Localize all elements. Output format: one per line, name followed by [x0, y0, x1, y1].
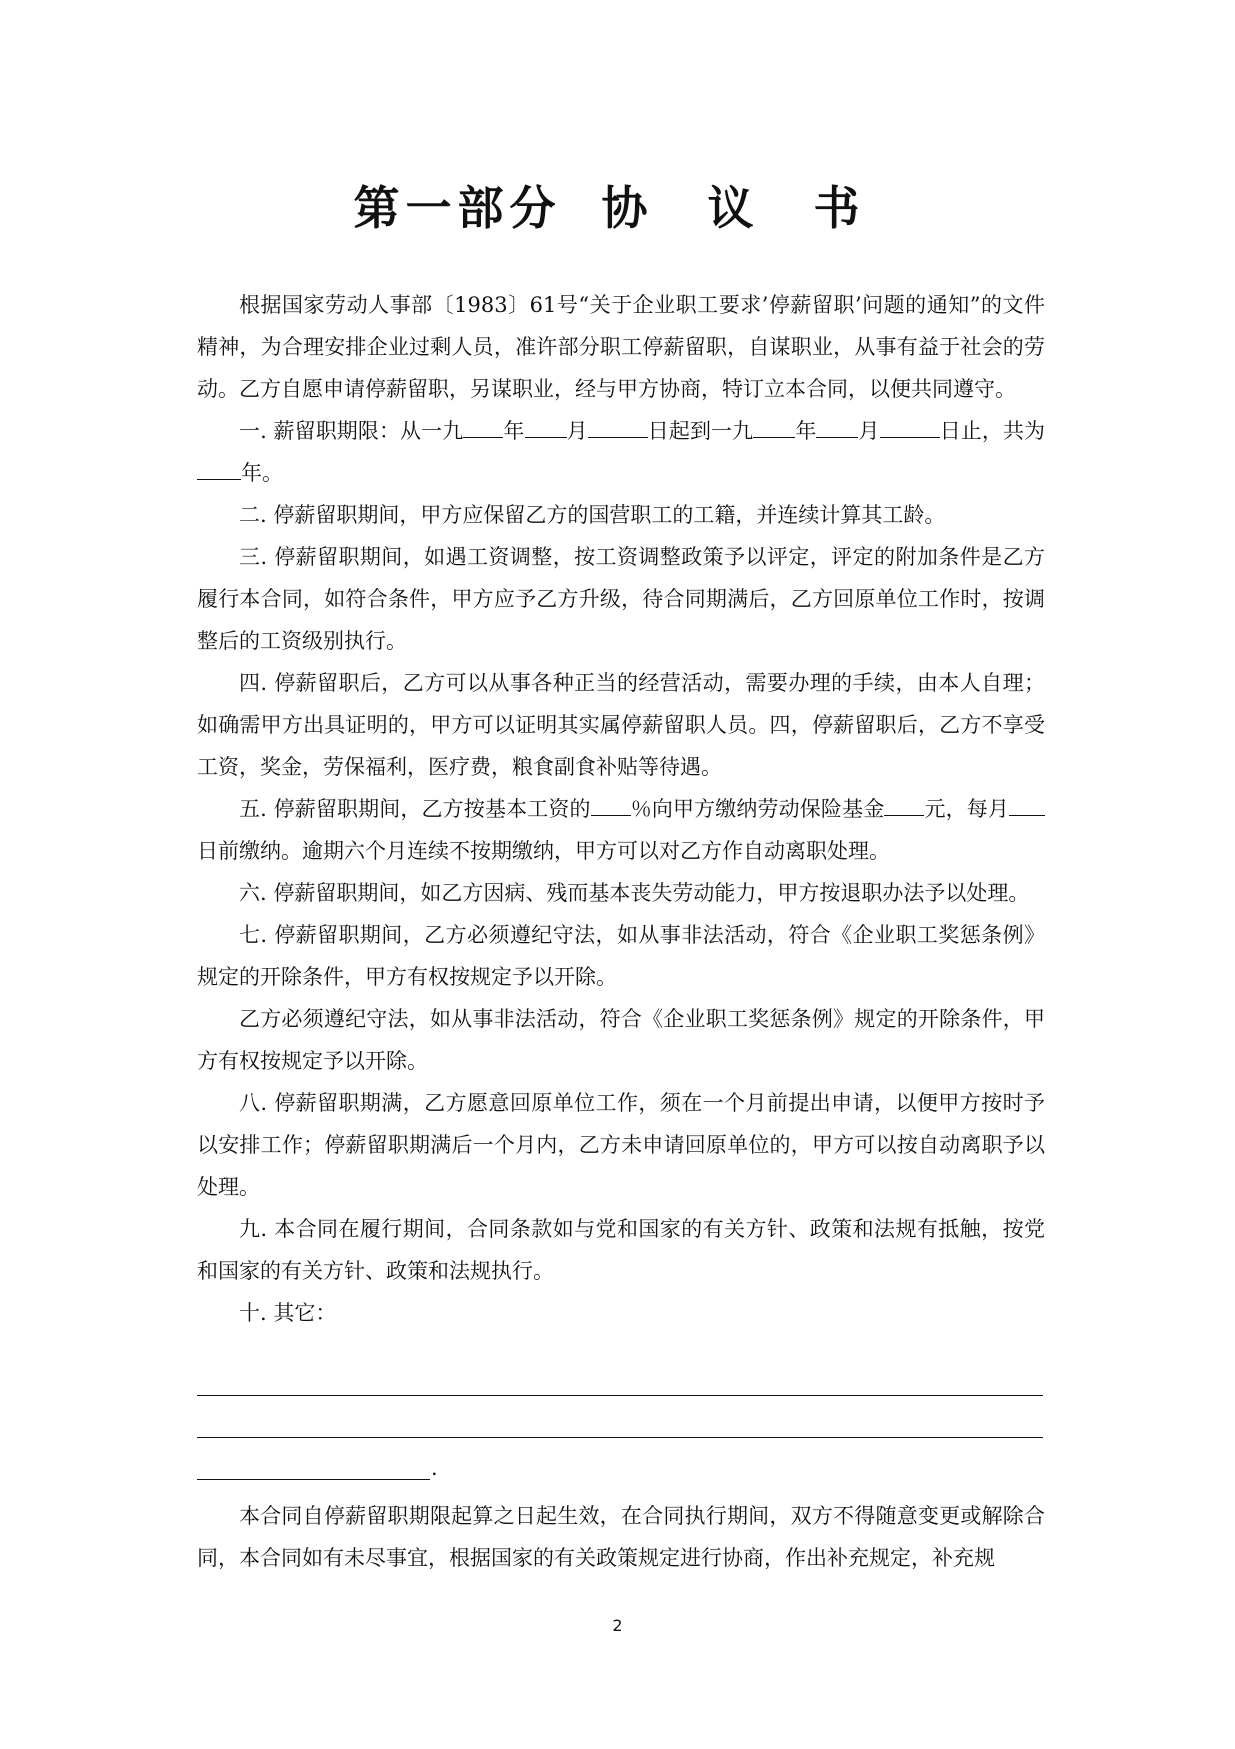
clause-8: 八. 停薪留职期满，乙方愿意回原单位工作，须在一个月前提出申请，以便甲方按时予以安排工作；停薪留职期满后一个月内，乙方未申请回原单位的，甲方可以按自动离职予以处理。: [197, 1091, 1045, 1199]
clause-9: 九. 本合同在履行期间，合同条款如与党和国家的有关方针、政策和法规有抵触，按党和国家的有关方针、政策和法规执行。: [197, 1217, 1045, 1283]
clause-3: 三. 停薪留职期间，如遇工资调整，按工资调整政策予以评定，评定的附加条件是乙方履行本合同，如符合条件，甲方应予乙方升级，待合同期满后，乙方回原单位工作时，按调整后的工资级别执行。: [197, 545, 1045, 653]
blank-end-year[interactable]: [753, 415, 795, 438]
page-number: 2: [612, 1616, 623, 1635]
intro-paragraph: 根据国家劳动人事部〔1983〕61号“关于企业职工要求’停薪留职’问题的通知”的文件精神，为合理安排企业过剩人员，准许部分职工停薪留职，自谋职业，从事有益于社会的劳动。乙方自愿申请停薪留职，另谋职业，经与甲方协商，特订立本合同，以便共同遵守。: [197, 293, 1045, 401]
blank-amount[interactable]: [884, 793, 924, 816]
clause-10: 十. 其它：: [239, 1301, 337, 1325]
other-line-2[interactable]: [197, 1437, 1043, 1438]
other-line-1[interactable]: [197, 1395, 1043, 1396]
other-line-period: .: [431, 1456, 438, 1480]
blank-start-day[interactable]: [588, 415, 648, 438]
closing-paragraph: 本合同自停薪留职期限起算之日起生效，在合同执行期间，双方不得随意变更或解除合同，本合同如有未尽事宜，根据国家的有关政策规定进行协商，作出补充规定，补充规: [197, 1504, 1045, 1570]
blank-end-month[interactable]: [816, 415, 858, 438]
blank-start-month[interactable]: [525, 415, 567, 438]
document-title: [0, 172, 1235, 238]
clause-7-repeat: 乙方必须遵纪守法，如从事非法活动，符合《企业职工奖惩条例》规定的开除条件，甲方有权按规定予以开除。: [197, 1007, 1045, 1073]
blank-start-year[interactable]: [463, 415, 503, 438]
title-main: 第一部分: [353, 181, 562, 235]
blank-end-day[interactable]: [880, 415, 940, 438]
clause-2: 二. 停薪留职期间，甲方应保留乙方的国营职工的工籍，并连续计算其工龄。: [239, 503, 946, 527]
clause-1: 一. 薪留职期限：从一九 年 月 日起到一九 年 月 日止，共为年。: [197, 410, 1045, 494]
clause-5: 五. 停薪留职期间，乙方按基本工资的 ％向甲方缴纳劳动保险基金 元，每月日前缴纳。逾期六个月连续不按期缴纳，甲方可以对乙方作自动离职处理。: [197, 788, 1045, 872]
other-line-3[interactable]: [197, 1479, 430, 1480]
blank-day[interactable]: [1009, 793, 1045, 816]
title-sub: 协 议 书: [601, 181, 882, 235]
closing-block: [197, 1495, 1045, 1579]
agreement-body: [197, 284, 1045, 1334]
clause-7: 七. 停薪留职期间，乙方必须遵纪守法，如从事非法活动，符合《企业职工奖惩条例》规定的开除条件，甲方有权按规定予以开除。: [197, 923, 1045, 989]
blank-total-years[interactable]: [197, 457, 241, 480]
clause-4: 四. 停薪留职后，乙方可以从事各种正当的经营活动，需要办理的手续，由本人自理；如确需甲方出具证明的，甲方可以证明其实属停薪留职人员。四，停薪留职后，乙方不享受工资，奖金，劳保福利，医疗费，粮食副食补贴等待遇。: [197, 671, 1045, 779]
clause-6: 六. 停薪留职期间，如乙方因病、残而基本丧失劳动能力，甲方按退职办法予以处理。: [239, 881, 1030, 905]
blank-percent[interactable]: [591, 793, 631, 816]
